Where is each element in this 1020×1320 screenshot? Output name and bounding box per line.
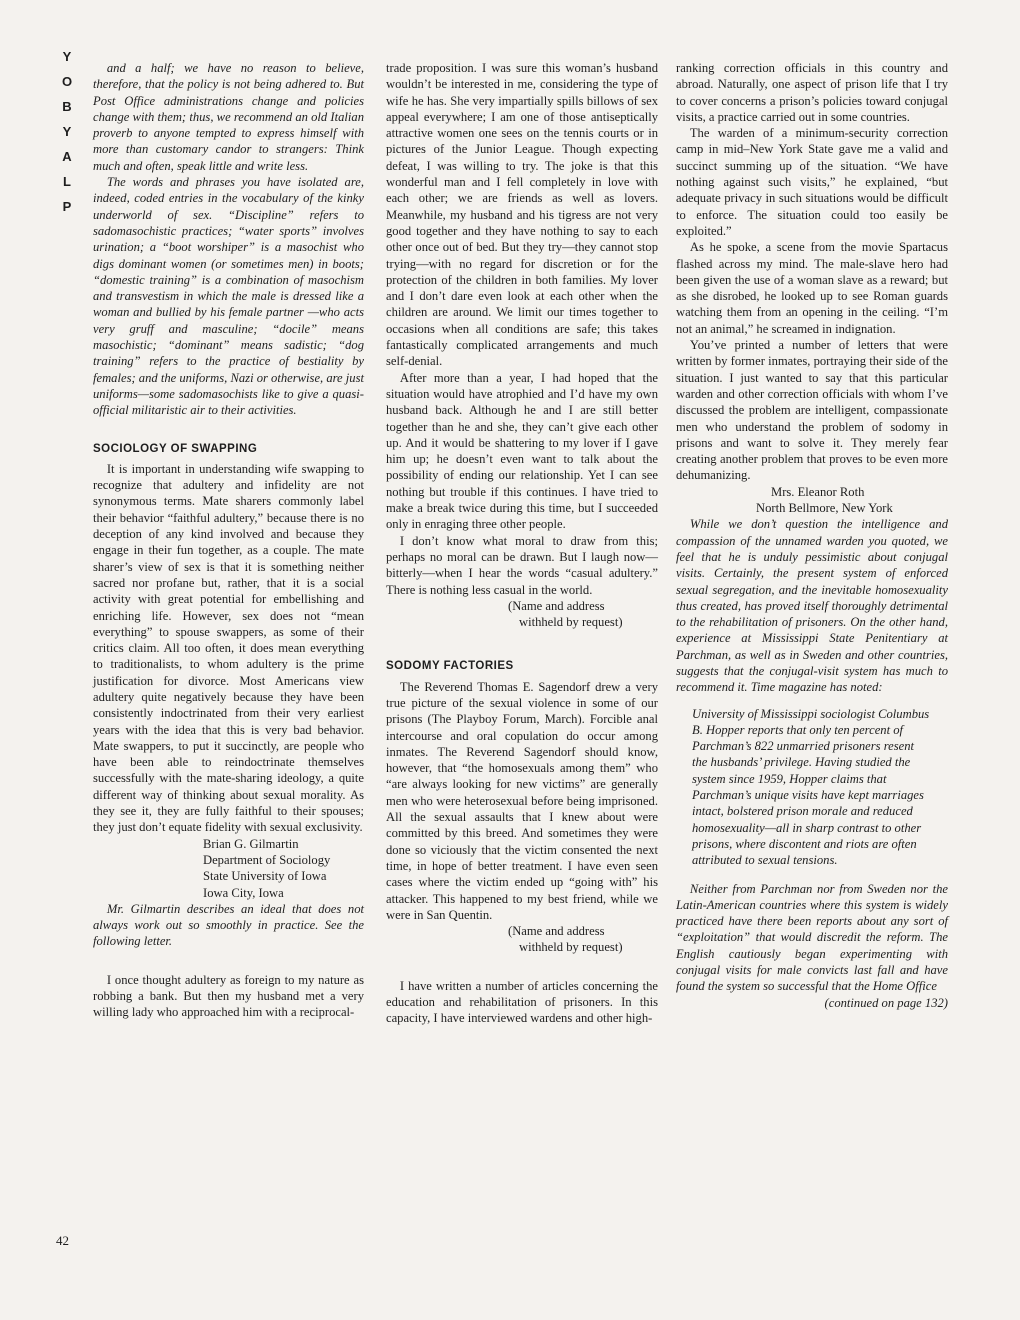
masthead-letter: Y (62, 124, 72, 139)
masthead-letter: O (61, 74, 73, 89)
signature-line: withheld by request) (519, 940, 623, 955)
section-heading: SODOMY FACTORIES (386, 660, 514, 673)
section-heading: SOCIOLOGY OF SWAPPING (93, 442, 258, 455)
editor-reply-paragraph: The words and phrases you have isolated are, indeed, coded entries in the vocabulary of the kinky underworld of sex. “Discipline” refers to sadomasochistic practices; “water sports” involves urination; a “boot worshiper” is a masochist who digs dominant women (or sometimes men) in boots; “domestic training” is a combination of masochism and transvestism in which the male is dressed like a woman and bullied by his female partner —who acts very gruff and masculine; “docile” means masochistic; “dominant” means sadistic; “dog training” refers to the practice of bestiality by females; and the uniforms, Nazi or otherwise, are just uniforms—some sadomasochists like to give a quasi-official militaristic air to their activities. (93, 175, 364, 418)
signature-line: North Bellmore, New York (756, 501, 893, 516)
letter-paragraph: You’ve printed a number of letters that were written by former inmates, portraying their side of the situation. I just wanted to say that this particular warden and other correction officials with whom I’ve discussed the problem are intelligent, compassionate men who understand the problem of sodomy in prisons and want to solve it. They merely fear creating another problem that proves to be even more dehumanizing. (676, 338, 948, 483)
letter-paragraph: I have written a number of articles concerning the education and rehabilitation of prisoners. In this capacity, I have interviewed wardens and other high- (386, 978, 658, 1026)
letter-paragraph: After more than a year, I had hoped that the situation would have atrophied and I’d have my own husband back. Although he and I are still better together than he and she, they can’t give each other up. And it would be shattering to my lover if I gave him up; he doesn’t even want to talk about the possibility of ending our relationship. Yet I can see nothing but trouble if this continues. I have tried to make a break twice during this time, but I succeeded only in enraging three other people. (386, 370, 658, 532)
editor-reply-paragraph: Mr. Gilmartin describes an ideal that does not always work out so smoothly in practice. See the following letter. (93, 901, 364, 949)
signature-line: Iowa City, Iowa (203, 885, 284, 900)
editor-reply-paragraph: While we don’t question the intelligence and compassion of the unnamed warden you quoted, we feel that he is unduly pessimistic about conjugal visits. Certainly, the present system of enforced sexual segregation, and the inevitable homosexuality thus created, has proved itself thoroughly detrimental to the rehabilitation of prisoners. On the other hand, experience at Mississippi State Penitentiary at Parchman, as well as in Sweden and other countries, suggests that the conjugal-visit system has much to recommend it. Time magazine has noted: (676, 517, 948, 695)
masthead-letter: A (62, 149, 72, 164)
masthead-letter: B (62, 99, 72, 114)
letter-paragraph: ranking correction officials in this country and abroad. Naturally, one aspect of prison life that I try to cover concerns a prison’s policies toward conjugal visits, a practice carried out in some countries. (676, 61, 948, 124)
masthead-letter: L (63, 174, 71, 189)
column-3 (676, 60, 948, 1011)
signature-line: Department of Sociology (203, 852, 331, 867)
letter-signature (676, 484, 948, 517)
signature-line: Brian G. Gilmartin (203, 836, 299, 851)
masthead-vertical (52, 44, 82, 219)
letter-signature (386, 598, 658, 631)
letter-signature (93, 836, 364, 901)
continued-note: (continued on page 132) (824, 995, 948, 1010)
editor-reply-paragraph: and a half; we have no reason to believe, therefore, that the policy is not being adhered to. But Post Office administrations change and policies change with them; thus, we recommend an old Italian proverb to anyone tempted to express himself with more than customary candor to strangers: Think much and often, speak little and write less. (93, 61, 364, 173)
letter-paragraph: The warden of a minimum-security correction camp in mid–New York State gave me a valid and succinct summing up of the situation. “We have nothing against such visits,” he explained, “but adequate privacy in such situations would be difficult to enforce. The situation could too easily be exploited.” (676, 126, 948, 238)
letter-paragraph: The Reverend Thomas E. Sagendorf drew a very true picture of the sexual violence in some of our prisons (The Playboy Forum, March). Forcible anal intercourse and oral copulation do occur among inmates. The Reverend Sagendorf should know, however, that “the homosexuals among them” who “are always looking for new victims” are generally men who were heterosexual before being imprisoned. All the sexual assaults that I knew about were committed by this breed. And sometimes they were done so viciously that the victim consented the next time, in hope of better treatment. I have even seen cases where the victim ended up “going with” his attacker. This happened to my best friend, while we were in San Quentin. (386, 679, 658, 922)
masthead-letter: P (62, 199, 72, 214)
masthead-letter: Y (62, 49, 72, 64)
page-number: 42 (56, 1233, 69, 1248)
letter-paragraph: trade proposition. I was sure this woman’s husband wouldn’t be interested in me, considering the type of wife he has. She very impartially spills billows of sex appeal everywhere; I am one of those antiseptically attractive women one sees on the tennis courts or in pictures of the Junior League. Though expecting defeat, I was willing to try. The joke is that this wonderful man and I fell completely in love with each other; we are friends as well as lovers. Meanwhile, my husband and his tigress are not very good together and they have nothing to say to each other once out of bed. But they try—they cannot stop trying—with no regard for discretion or for the protection of the children in both families. My lover and I don’t dare even look at each other when the children are around. We limit our times together to occasions when all conditions are safe; this takes fantastically complicated arrangements and much self-denial. (386, 61, 658, 369)
signature-line: State University of Iowa (203, 869, 327, 884)
letter-paragraph: I once thought adultery as foreign to my nature as robbing a bank. But then my husband met a very willing lady who approached him with a reciprocal- (93, 972, 364, 1020)
editor-reply-paragraph: Neither from Parchman nor from Sweden nor the Latin-American countries where this system is widely practiced have there been reports about any sort of “exploitation” that would discredit the reform. The English cautiously began experimenting with conjugal visits for male convicts last fall and have found the system so successful that the Home Office (676, 881, 948, 994)
column-1 (93, 60, 364, 1021)
signature-line: (Name and address (508, 598, 605, 613)
letter-paragraph: As he spoke, a scene from the movie Spartacus flashed across my mind. The male-slave hero had been given the use of a woman slave as a reward; but as she disrobed, he looked up to see Roman guards watching them from an opening in the ceiling. “I’m not an animal,” he screamed in indignation. (676, 240, 948, 336)
letter-paragraph: I don’t know what moral to draw from this; perhaps no moral can be drawn. But I laugh now—bitterly—when I hear the words “casual adultery.” There is nothing less casual in the world. (386, 533, 658, 597)
signature-line: (Name and address (508, 924, 605, 939)
signature-line: withheld by request) (519, 615, 623, 630)
column-2 (386, 60, 658, 1027)
letter-signature (386, 923, 658, 956)
quoted-passage: University of Mississippi sociologist Columbus B. Hopper reports that only ten percent of Parchman’s 822 unmarried prisoners resent the husbands’ privilege. Having studied the system since 1959, Hopper claims that Parchman’s unique visits have kept marriages intact, bolstered prison morale and reduced homosexuality—all in sharp contrast to other prisons, where discontent and riots are often attributed to sexual tensions. (692, 706, 930, 868)
letter-paragraph: It is important in understanding wife swapping to recognize that adultery and infidelity are not synonymous terms. Mate sharers commonly label their behavior “faithful adultery,” because there is no deception of any kind involved and because they engage in their fun together, as a couple. The mate sharer’s view of sex is that it is something neither sacred nor profane but, rather, that it is a social activity with great potential for embellishing and enriching life. However, sex does not “mean everything” to spouse swappers, as some of their critics claim. All too often, it does mean everything to traditionalists, to whom adultery is the prime justification for divorce. Most Americans view adultery quite negatively because they have been consistently indoctrinated from their very earliest years with the idea that this is very bad behavior. Mate swappers, to put it succinctly, are people who have been able to reindoctrinate themselves successfully with the mate-sharing ideology, a quite different way of thinking about sexual morality. As they see it, they are fully faithful to their spouses; they just don’t equate fidelity with sexual exclusivity. (93, 461, 364, 835)
signature-line: Mrs. Eleanor Roth (771, 484, 865, 499)
